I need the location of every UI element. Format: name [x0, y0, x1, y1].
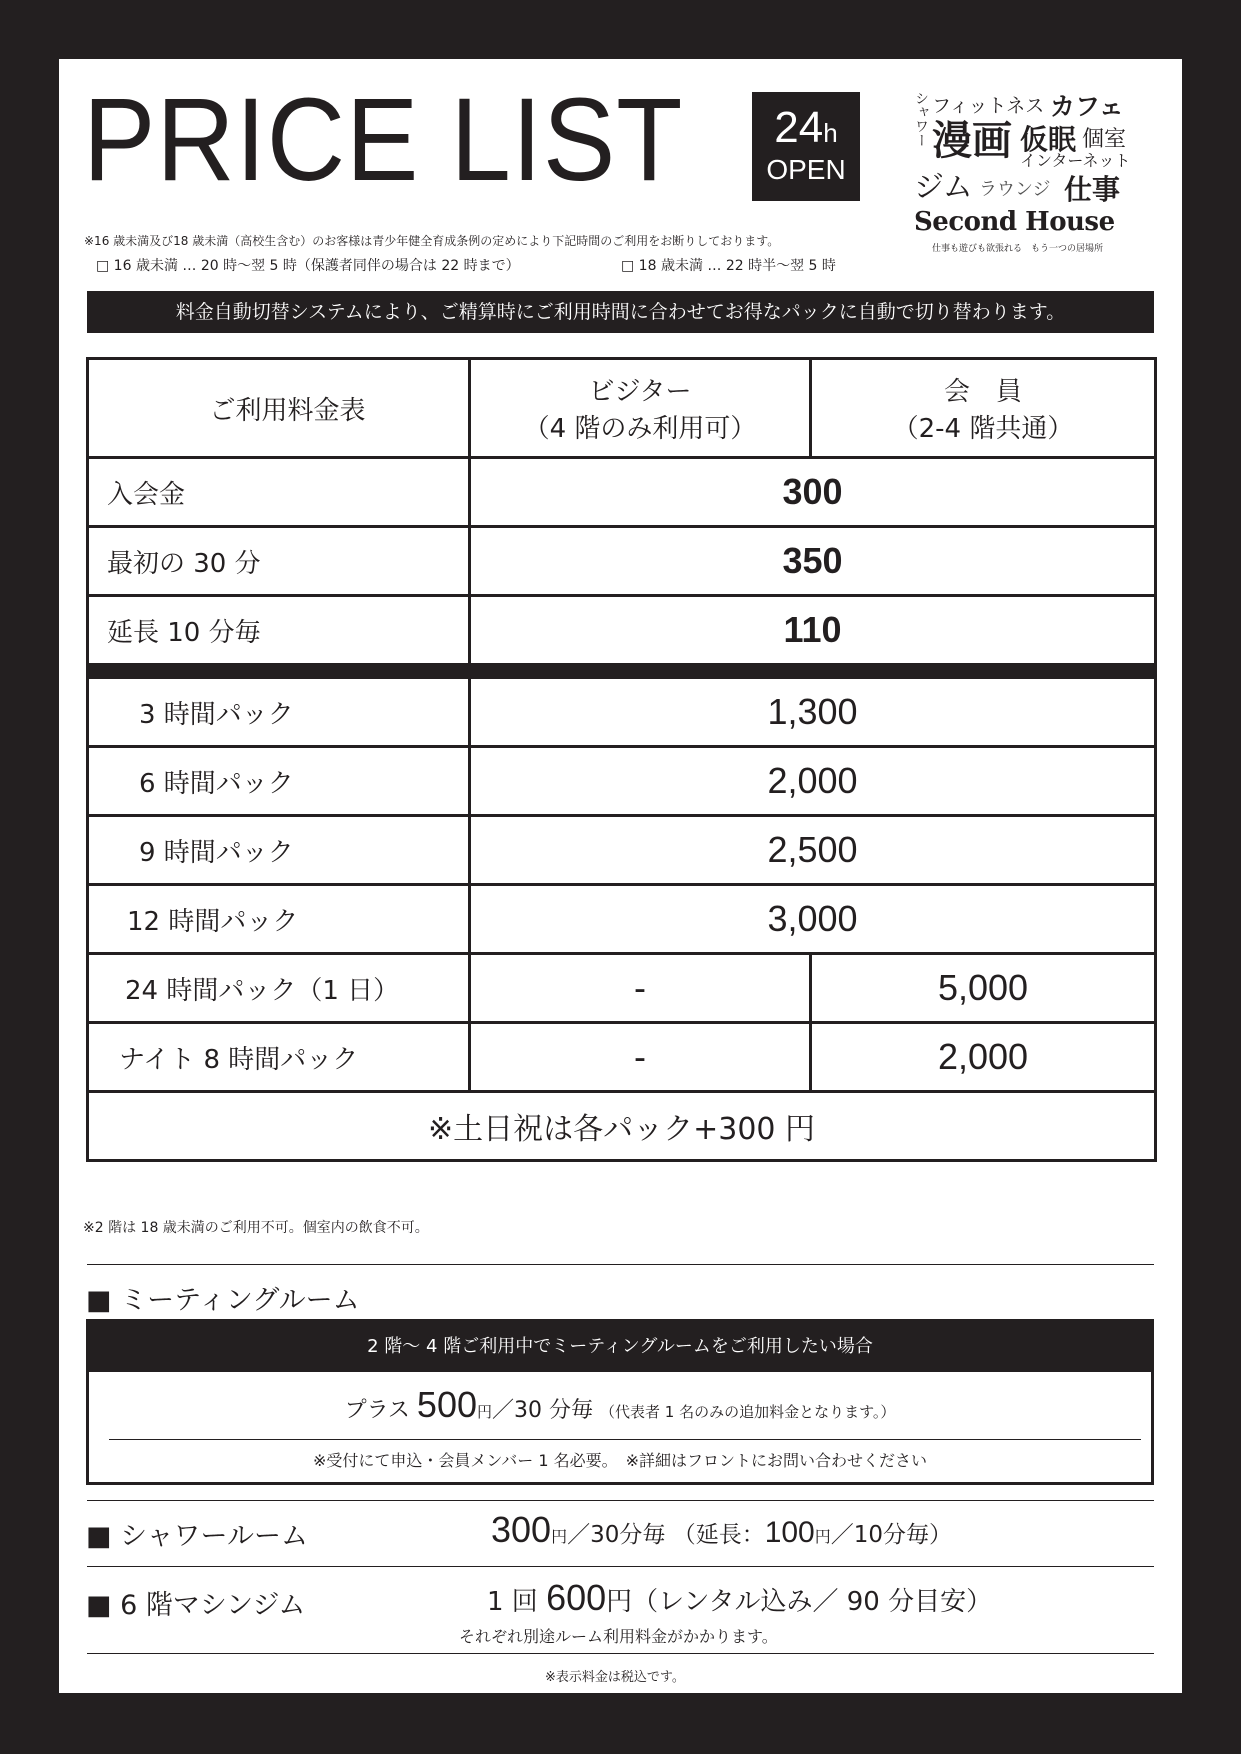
- table-row: [88, 747, 1156, 816]
- logo-brand-name: Second House: [914, 207, 1115, 237]
- row-label: 6 時間パック: [88, 747, 470, 816]
- header-member: 会 員 （2-4 階共通）: [811, 359, 1156, 458]
- row-label: 24 時間パック（1 日）: [88, 954, 470, 1023]
- row-label: 12 時間パック: [88, 885, 470, 954]
- row-label: 最初の 30 分: [88, 527, 470, 596]
- row-price: 110: [470, 596, 1156, 665]
- row-price: 300: [470, 458, 1156, 527]
- header-visitor: ビジター （4 階のみ利用可）: [470, 359, 811, 458]
- meeting-room-condition: 2 階～ 4 階ご利用中でミーティングルームをご利用したい場合: [89, 1322, 1151, 1372]
- logo-word-lounge: ラウンジ: [979, 179, 1051, 200]
- table-row: [88, 816, 1156, 885]
- logo-word-shigoto: 仕事: [1064, 173, 1121, 206]
- row-label: 入会金: [88, 458, 470, 527]
- table-row: [88, 885, 1156, 954]
- logo-word-fitness: フィットネス: [932, 95, 1045, 117]
- price-table: [86, 357, 1157, 1162]
- table-row: [88, 458, 1156, 527]
- logo-word-koshitsu: 個室: [1082, 127, 1127, 152]
- page-title: PRICE LIST: [83, 74, 684, 206]
- table-row: [88, 527, 1156, 596]
- table-separator: [88, 665, 1156, 678]
- table-row: [88, 954, 1156, 1023]
- under-18-restriction: □ 18 歳未満 … 22 時半～翌 5 時: [621, 258, 836, 274]
- table-footer-row: [88, 1092, 1156, 1161]
- row-label: 延長 10 分毎: [88, 596, 470, 665]
- logo-tagline: 仕事も遊びも欲張れる もう一つの居場所: [932, 244, 1104, 254]
- meeting-room-heading: ■ ミーティングルーム: [86, 1285, 360, 1316]
- row-member-price: 5,000: [811, 954, 1156, 1023]
- meeting-room-note: ※受付にて申込・会員メンバー 1 名必要。 ※詳細はフロントにお問い合わせください: [312, 1451, 928, 1470]
- table-row: [88, 1023, 1156, 1092]
- table-row: [88, 596, 1156, 665]
- row-price: 2,500: [470, 816, 1156, 885]
- row-price: 350: [470, 527, 1156, 596]
- row-label: ナイト 8 時間パック: [88, 1023, 470, 1092]
- divider: [87, 1566, 1154, 1567]
- row-price: 2,000: [470, 747, 1156, 816]
- badge-hours: 24h: [774, 103, 838, 152]
- second-house-logo: [913, 89, 1139, 254]
- table-header-row: [88, 359, 1156, 458]
- divider: [87, 1264, 1154, 1265]
- row-label: 9 時間パック: [88, 816, 470, 885]
- gym-heading: ■ 6 階マシンジム: [86, 1590, 306, 1621]
- row-price: 1,300: [470, 678, 1156, 747]
- weekend-surcharge-note: ※土日祝は各パック+300 円: [88, 1092, 1156, 1161]
- divider: [87, 1653, 1154, 1654]
- logo-word-kamin: 仮眠: [1020, 123, 1077, 156]
- gym-price: 1 回 600円（レンタル込み／ 90 分目安）: [487, 1577, 993, 1618]
- header-label: ご利用料金表: [88, 359, 470, 458]
- meeting-room-box: [86, 1319, 1154, 1485]
- divider: [87, 1500, 1154, 1501]
- divider: [109, 1439, 1141, 1440]
- price-list-page: [59, 59, 1182, 1693]
- under-16-restriction: □ 16 歳未満 … 20 時～翌 5 時（保護者同伴の場合は 22 時まで）: [96, 258, 520, 274]
- separate-fee-note: それぞれ別途ルーム利用料金がかかります。: [459, 1627, 778, 1646]
- auto-switch-banner: 料金自動切替システムにより、ご精算時にご利用時間に合わせてお得なパックに自動で切り替わります。: [87, 291, 1154, 333]
- logo-word-cafe: カフェ: [1050, 92, 1124, 121]
- logo-word-gym: ジム: [914, 170, 973, 205]
- logo-word-internet: インターネット: [1020, 151, 1131, 170]
- logo-word-shower: シャワー: [913, 91, 929, 147]
- row-label: 3 時間パック: [88, 678, 470, 747]
- open-24h-badge: [752, 92, 860, 201]
- row-price: 3,000: [470, 885, 1156, 954]
- meeting-room-price: プラス 500円／30 分毎 （代表者 1 名のみの追加料金となります。）: [344, 1384, 896, 1425]
- shower-room-price: 300円／30分毎 （延長：100円／10分毎）: [491, 1509, 953, 1550]
- row-member-price: 2,000: [811, 1023, 1156, 1092]
- floor-restriction-note: ※2 階は 18 歳未満のご利用不可。個室内の飲食不可。: [83, 1220, 429, 1236]
- badge-open: OPEN: [766, 154, 846, 185]
- table-row: [88, 678, 1156, 747]
- row-visitor-price: -: [470, 954, 811, 1023]
- shower-room-heading: ■ シャワールーム: [86, 1521, 309, 1552]
- logo-word-manga: 漫画: [932, 118, 1012, 164]
- age-restriction-notice: ※16 歳未満及び18 歳未満（高校生含む）のお客様は青少年健全育成条例の定めにより下記時間のご利用をお断りしております。: [84, 234, 780, 248]
- tax-included-note: ※表示料金は税込です。: [545, 1670, 685, 1685]
- row-visitor-price: -: [470, 1023, 811, 1092]
